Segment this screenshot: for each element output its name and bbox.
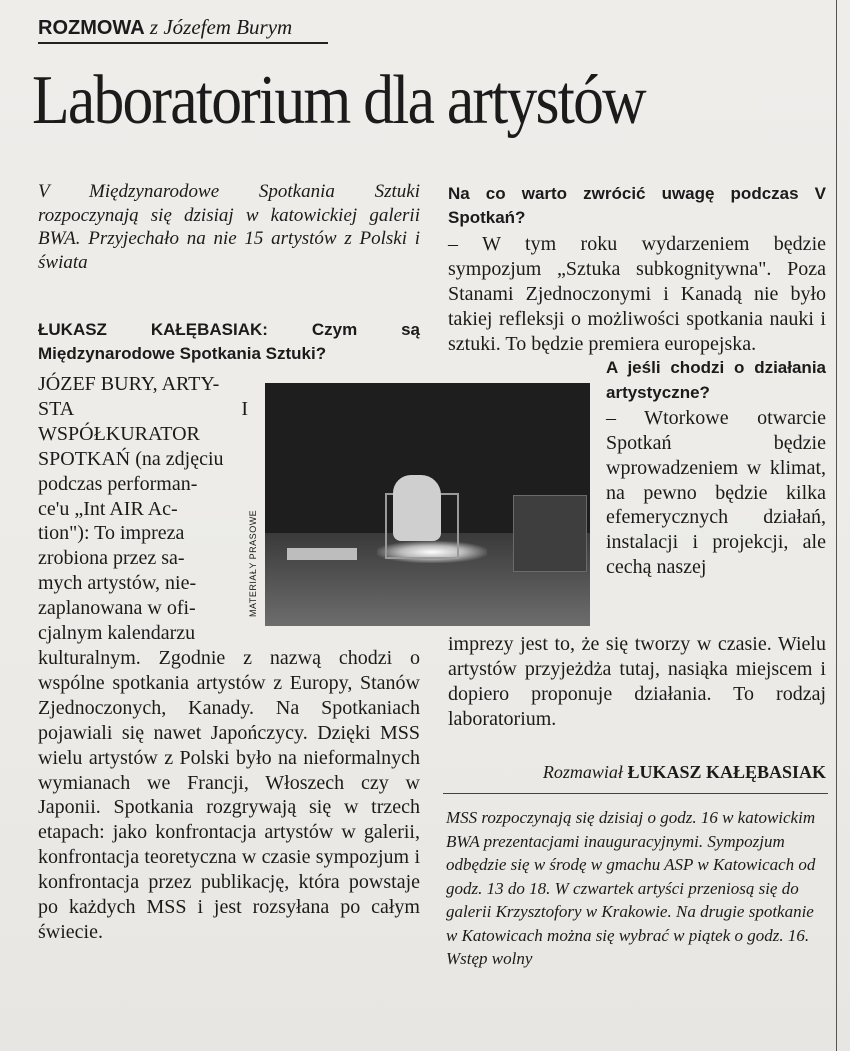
answer-1-line: ce'u „Int AIR Ac- xyxy=(38,497,178,520)
photo-box xyxy=(513,495,587,572)
kicker-subtitle: z Józefem Burym xyxy=(149,15,293,39)
interviewer-signature xyxy=(448,760,826,784)
answer-1-line: zrobiona przez sa- xyxy=(38,547,185,570)
answer-1-line: STA I WSPÓŁKURATOR xyxy=(38,397,248,445)
answer-3-rest: imprezy jest to, że się tworzy w czasie. Wielu artystów przyjeżdża tutaj, nasiąka miejscem i dopiero proponuje działania. To rodzaj laboratorium. xyxy=(448,633,826,730)
question-1: ŁUKASZ KAŁĘBASIAK: Czym są Międzynarodowe Spotkania Sztuki? xyxy=(38,320,420,363)
info-box: MSS rozpoczynają się dzisiaj o godz. 16 w katowickim BWA prezentacjami inauguracyjnymi. Sympozjum odbędzie się w środę w gmachu ASP w Katowicach od godz. 13 do 18. W czwartek artyści przeniosą się do galerii Krzysztofory w Krakowie. Na drugie spotkanie w Katowicach można się wybrać w piątek o godz. 16. Wstęp wolny xyxy=(446,808,816,968)
answer-1-rest: kulturalnym. Zgodnie z nazwą chodzi o wspólne spotkania artystów z Europy, Stanów Zjednoczonych, Kanady. Na Spotkaniach pojawiali się nawet Japończycy. Dzięki MSS wielu artystów z Polski było na nieformalnych wymianach we Francji, Włoszech czy w Japonii. Spotkania rozgrywają się w trzech etapach: jako konfrontacja artystów w galerii, konfrontacja teoretyczna w czasie sympozjum i konfrontacja przez publikację, która powstaje po każdych MSS i jest rozsyłana po całym świecie. xyxy=(38,646,420,943)
section-label: ROZMOWA xyxy=(38,17,145,39)
answer-1-wrapped xyxy=(38,372,248,646)
info-box-rule xyxy=(443,793,828,794)
photo-credit: MATERIAŁY PRASOWE xyxy=(248,509,258,617)
question-3-block xyxy=(606,356,826,580)
answer-1-line: SPOTKAŃ (na zdjęciu xyxy=(38,447,224,470)
answer-1-line: mych artystów, nie- xyxy=(38,572,197,595)
section-kicker xyxy=(38,14,292,41)
performance-photo xyxy=(265,383,590,626)
answer-1-line: zaplanowana w ofi- xyxy=(38,597,196,620)
kicker-underline xyxy=(38,42,328,44)
photo-sheet xyxy=(287,548,357,560)
article-lead: V Międzynarodowe Spotkania Sztuki rozpoczynają się dzisiaj w katowickiej galerii BWA. Przyjechało na nie 15 artystów z Polski i świata xyxy=(38,181,420,273)
question-2: Na co warto zwrócić uwagę podczas V Spotkań? xyxy=(448,184,826,227)
answer-1-line: podczas performan- xyxy=(38,472,198,495)
answer-2: – W tym roku wydarzeniem będzie sympozjum „Sztuka subkognitywna". Poza Stanami Zjednoczonymi i Kanadą nie było takiej refleksji o możliwości spotkania nauki i sztuki. To będzie premiera europejska. xyxy=(448,233,826,355)
article-headline: Laboratorium dla artystów xyxy=(32,62,645,139)
answer-3-wrapped: – Wtorkowe otwarcie Spotkań będzie wprowadzeniem w klimat, na pewno będzie kilka efemerycznych działań, instalacji i projekcji, ale cechą naszej xyxy=(606,406,826,579)
answer-1-line: tion"): To impreza xyxy=(38,522,185,545)
signature-prefix: Rozmawiał xyxy=(542,762,623,782)
answer-1-line: cjalnym kalendarzu xyxy=(38,622,196,645)
photo-performer xyxy=(393,475,441,541)
answer-1-line: JÓZEF BURY, ARTY- xyxy=(38,373,220,395)
question-3: A jeśli chodzi o działania artystyczne? xyxy=(606,358,826,402)
column-divider xyxy=(836,0,837,1051)
signature-name: ŁUKASZ KAŁĘBASIAK xyxy=(627,762,826,782)
